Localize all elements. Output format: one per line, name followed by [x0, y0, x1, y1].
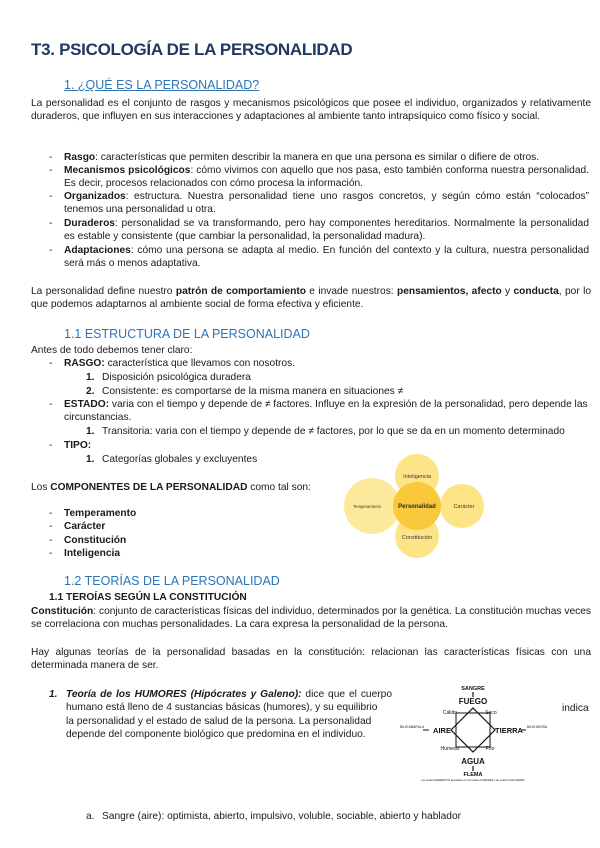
humor-flema: FLEMA	[463, 772, 483, 778]
numbered-item: 2.	[86, 386, 95, 397]
bullet-text: : estructura. Nuestra personalidad tiene uno rasgos concretos, y según cómo están “colocados” tenemos una personalidad u otra.	[64, 191, 589, 215]
numbered-item: 1.	[86, 372, 95, 383]
bullet-text: : cómo vivimos con aquello que nos pasa, esto también conforma nuestra personalidad. Es decir, procesos relacionados con cómo procesa la información.	[64, 165, 589, 189]
list-item: - Inteligencia	[49, 548, 121, 559]
section-heading-que-es: 1. ¿QUÉ ES LA PERSONALIDAD?	[64, 78, 260, 92]
element-fuego: FUEGO	[458, 697, 488, 706]
list-item: - Organizados: estructura. Nuestra personalidad tiene uno rasgos concretos, y según cómo están “colocados” tenemos una personalidad u otra.	[49, 191, 589, 215]
diagram-label-top: Inteligencia	[403, 474, 431, 480]
subsection-heading: 1.1 TEROÍAS SEGÚN LA CONSTITUCIÓN	[49, 592, 247, 603]
diagram-label-right: Carácter	[453, 504, 475, 510]
humors-diagram-caption: Los cuatro ELEMENTOS asociados con los cuatro HUMORES y las cuatro CUALIDADES	[421, 779, 525, 782]
humors-theory-text-end: indica	[562, 703, 589, 714]
bullet-term: Rasgo	[64, 152, 96, 163]
theories-intro: Hay algunas teorías de la personalidad basadas en la constitución: relacionan las características físicas con una determinada manera de ser.	[31, 647, 591, 671]
list-item: - Mecanismos psicológicos: cómo vivimos con aquello que nos pasa, esto también conforma nuestra personalidad. Es decir, procesos relacionados con cómo procesa la información.	[49, 165, 589, 189]
diagram-label-bottom: Constitución	[401, 535, 433, 541]
bullet-term: Organizados	[64, 191, 126, 202]
list-item-tipo: - TIPO:	[49, 440, 92, 451]
bullet-text: : cómo una persona se adapta al medio. En función del contexto y la cultura, nuestra personalidad será más o menos adaptativa.	[64, 245, 589, 269]
section-heading-estructura: 1.1 ESTRUCTURA DE LA PERSONALIDAD	[64, 327, 310, 341]
diagram-label-left: Temperamento	[353, 504, 381, 509]
sub-item-label: a.	[86, 811, 95, 822]
bullet-term: Adaptaciones	[64, 245, 131, 256]
humors-theory-text-2: la personalidad y el estado de salud de la persona. La personalidad depende del componente biológico que predomina en el individuo.	[66, 716, 372, 740]
personality-components-diagram	[340, 452, 495, 560]
bullet-term: Mecanismos psicológicos	[64, 165, 191, 176]
sub-item-text: Sangre (aire): optimista, abierto, impulsivo, voluble, sociable, abierto y hablador	[102, 811, 462, 822]
element-agua: AGUA	[461, 757, 485, 766]
element-tierra: TIERRA	[495, 726, 523, 735]
lead-text: Antes de todo debemos tener claro:	[31, 345, 193, 356]
bullet-term: Duraderos	[64, 218, 115, 229]
page-title: T3. PSICOLOGÍA DE LA PERSONALIDAD	[31, 40, 353, 59]
element-aire: AIRE	[433, 726, 451, 735]
bullet-text: : características que permiten describir la manera en que una persona es similar o difiere de otros.	[95, 152, 540, 163]
humor-bilis-amarilla: BILIS AMARILLA	[400, 725, 425, 729]
numbered-item-text: Categorías globales y excluyentes	[102, 454, 258, 465]
list-item-rasgo: - RASGO: característica que llevamos con nosotros.	[49, 358, 296, 369]
numbered-item-text: Transitoria: varia con el tiempo y depende de ≠ factores, por lo que se da en un momento determinado	[102, 426, 565, 437]
diagram-label-center: Personalidad	[398, 504, 436, 510]
humor-sangre: SANGRE	[461, 686, 485, 692]
list-item: - Duraderos: personalidad se va transformando, pero hay componentes hereditarios. Normalmente la personalidad es estable y consistente (que cambiar la personalidad, la personalidad madura).	[49, 218, 589, 242]
list-item: - Rasgo: características que permiten describir la manera en que una persona es similar o difiere de otros.	[49, 152, 540, 163]
summary-paragraph: La personalidad define nuestro patrón de comportamiento e invade nuestros: pensamientos, afecto y conducta, por lo que podemos adaptarnos al ambiente social de forma efectiva y eficiente.	[31, 286, 591, 310]
list-item-estado: - ESTADO: varia con el tiempo y depende de ≠ factores. Influye en la expresión de la personalidad, pero depende las circunstancias.	[49, 399, 588, 423]
numbered-item: 1.	[86, 454, 95, 465]
quality-humedo: Húmedo	[440, 746, 460, 752]
quality-seco: Seco	[485, 710, 497, 716]
quality-frio: Frío	[485, 746, 495, 752]
numbered-item-text: Disposición psicológica duradera	[102, 372, 251, 383]
list-item: - Adaptaciones: cómo una persona se adapta al medio. En función del contexto y la cultura, nuestra personalidad será más o menos adaptativa.	[49, 245, 589, 269]
section-heading-teorias: 1.2 TEORÍAS DE LA PERSONALIDAD	[64, 574, 280, 588]
list-item: - Constitución	[49, 535, 127, 546]
numbered-item: 1.	[49, 689, 58, 700]
bullet-text: : personalidad se va transformando, pero hay componentes hereditarios. Normalmente la personalidad es estable y consistente (que cambiar la personalidad, la personalidad madura).	[64, 218, 589, 242]
numbered-item-text: Consistente: es comportarse de la misma manera en situaciones ≠	[102, 386, 404, 397]
quality-calido: Cálido	[442, 710, 458, 716]
humor-bilis-negra: BILIS NEGRA	[527, 725, 548, 729]
list-item: - Carácter	[49, 521, 106, 532]
numbered-item: 1.	[86, 426, 95, 437]
constitution-definition: Constitución: conjunto de características físicas del individuo, determinados por la genética. La constitución muchas veces se correlaciona con muchas personalidades. La cara expresa la personalidad de la persona.	[31, 606, 591, 630]
intro-paragraph: La personalidad es el conjunto de rasgos y mecanismos psicológicos que posee el individuo, organizados y relativamente duraderos, que influyen en sus interacciones y adaptaciones al ambiente tanto intrapsíquico como físico y social.	[31, 98, 591, 122]
list-item: - Temperamento	[49, 508, 137, 519]
humors-theory-text: Teoría de los HUMORES (Hipócrates y Galeno): dice que el cuerpo humano está lleno de 4 sustancias básicas (humores), y su equilibrio	[66, 689, 392, 713]
components-intro: Los COMPONENTES DE LA PERSONALIDAD como tal son:	[31, 482, 311, 493]
humors-diagram	[398, 682, 548, 782]
